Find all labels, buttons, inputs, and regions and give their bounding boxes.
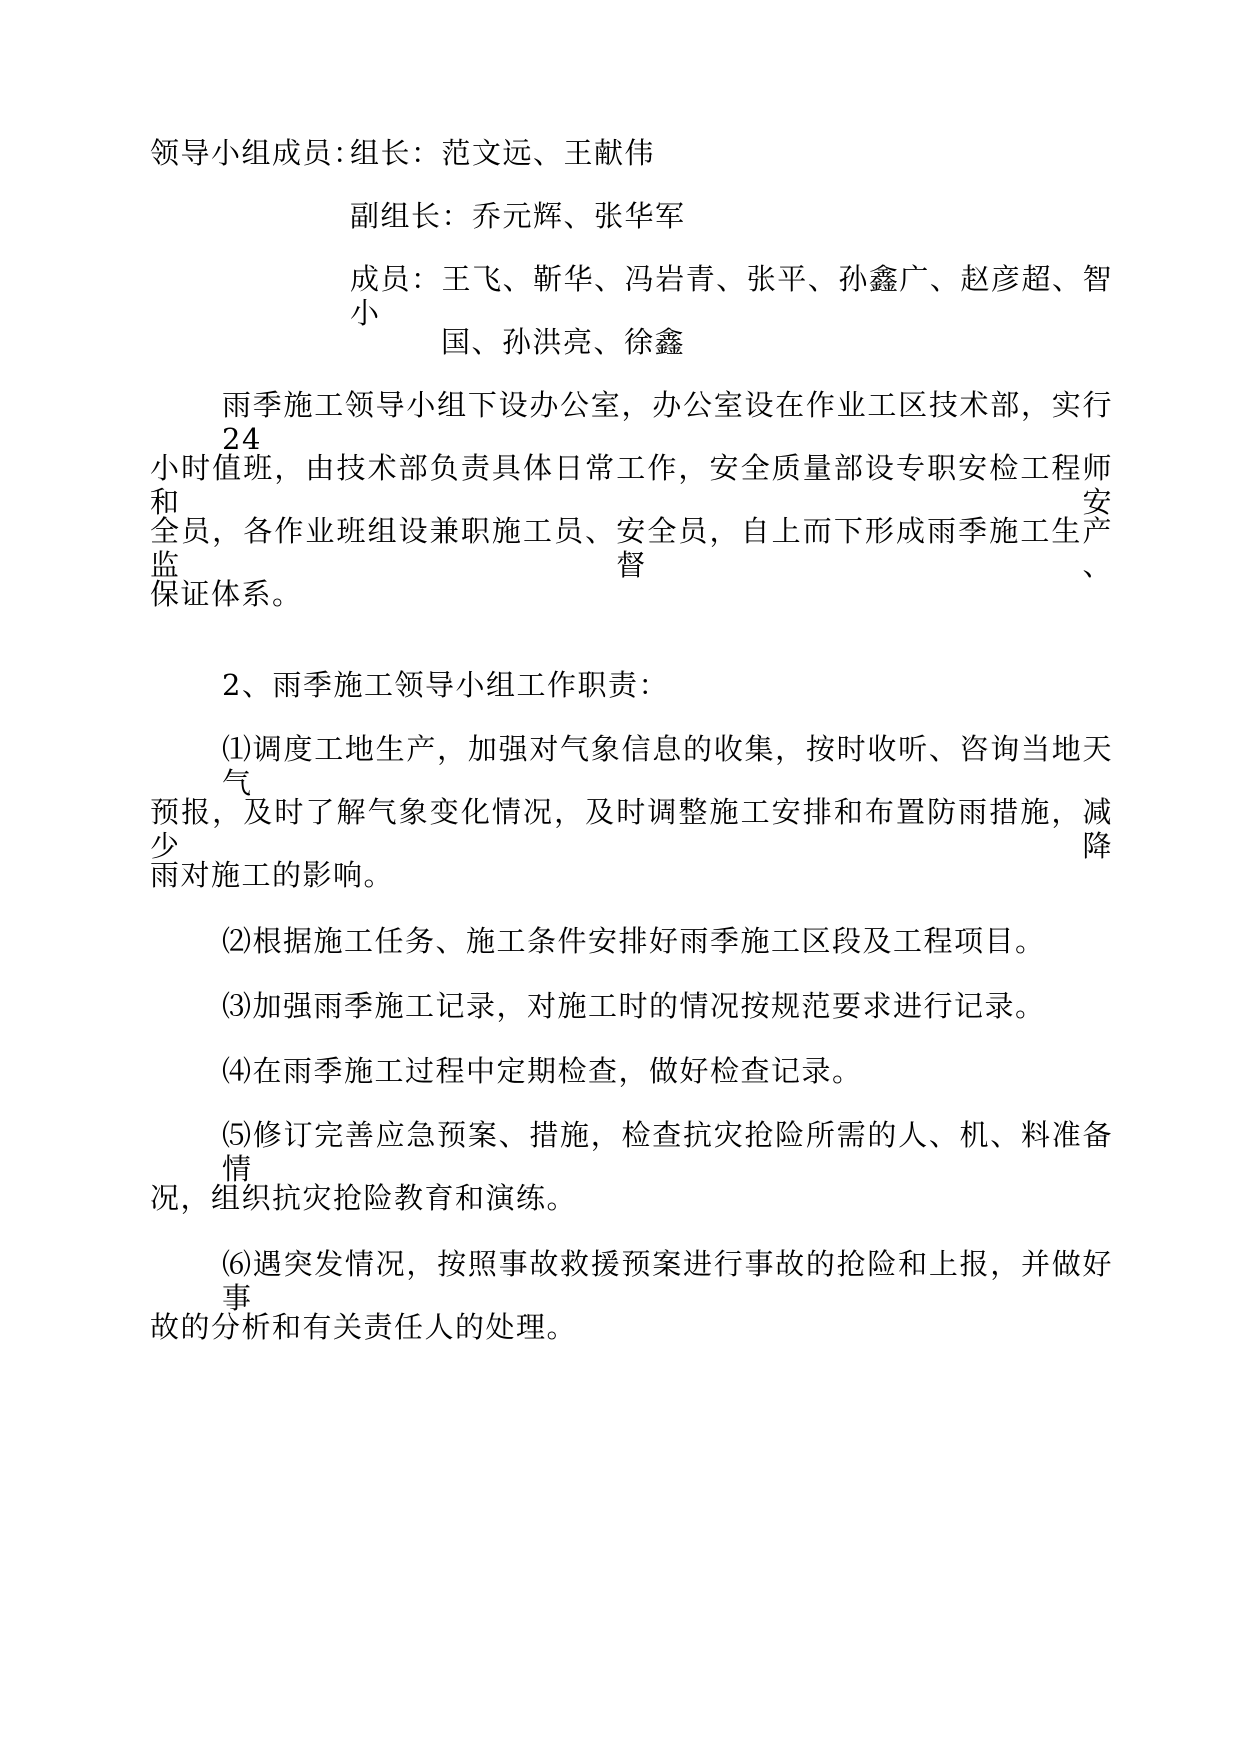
members-line-1: 成员：王飞、靳华、冯岩青、张平、孙鑫广、赵彦超、智小 [350,262,1113,330]
office-paragraph-line-1: 雨季施工领导小组下设办公室，办公室设在作业工区技术部，实行 24 [222,388,1113,456]
leadership-label: 领导小组成员： [150,136,364,170]
duty-6-line-1: ⑹遇突发情况，按照事故救援预案进行事故的抢险和上报，并做好事 [222,1247,1113,1315]
duty-1-line-2: 预报，及时了解气象变化情况，及时调整施工安排和布置防雨措施，减少降 [150,795,1113,863]
duty-5-line-1: ⑸修订完善应急预案、措施，检查抗灾抢险所需的人、机、料准备情 [222,1118,1113,1186]
leaders-line: 组长：范文远、王献伟 [350,136,656,170]
office-paragraph-line-2: 小时值班，由技术部负责具体日常工作，安全质量部设专职安检工程师和安 [150,451,1113,519]
duty-1-line-1: ⑴调度工地生产，加强对气象信息的收集，按时收听、咨询当地天气 [222,732,1113,800]
deputies-line: 副组长：乔元辉、张华军 [350,199,686,233]
members-line-2: 国、孙洪亮、徐鑫 [441,325,686,359]
duty-2-line-1: ⑵根据施工任务、施工条件安排好雨季施工区段及工程项目。 [222,924,1046,958]
duty-4-line-1: ⑷在雨季施工过程中定期检查，做好检查记录。 [222,1054,863,1088]
duties-heading: 2、雨季施工领导小组工作职责： [222,668,669,702]
office-paragraph-line-4: 保证体系。 [150,577,303,611]
duty-1-line-3: 雨对施工的影响。 [150,858,395,892]
duty-6-line-2: 故的分析和有关责任人的处理。 [150,1310,578,1344]
duty-3-line-1: ⑶加强雨季施工记录，对施工时的情况按规范要求进行记录。 [222,989,1046,1023]
office-paragraph-line-3: 全员，各作业班组设兼职施工员、安全员，自上而下形成雨季施工生产监督、 [150,514,1113,582]
duty-5-line-2: 况，组织抗灾抢险教育和演练。 [150,1181,578,1215]
